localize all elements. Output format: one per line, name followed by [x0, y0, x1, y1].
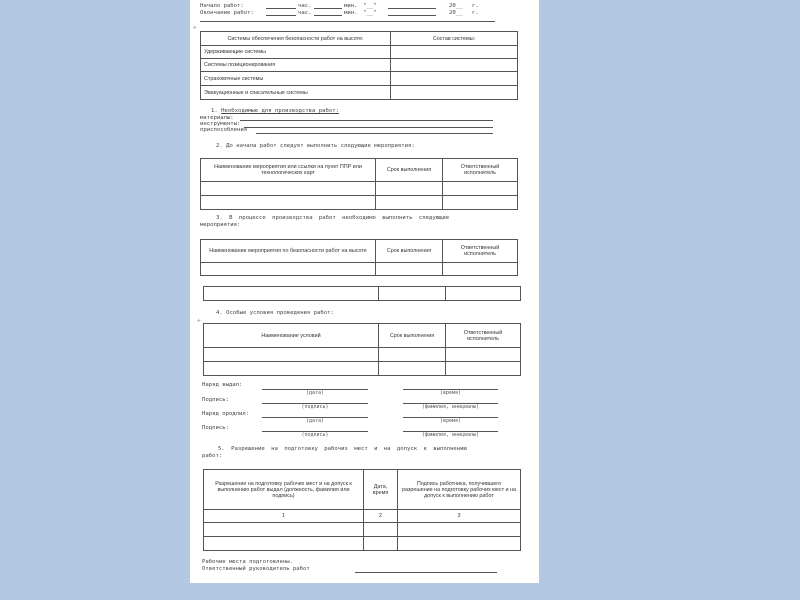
- table-move-handle-icon[interactable]: ✛: [197, 317, 201, 324]
- s4-cell[interactable]: [446, 348, 521, 362]
- table-move-handle-icon[interactable]: ✛: [193, 24, 197, 31]
- sign-caption: (подпись): [301, 432, 329, 438]
- section2-title: 2. До начала работ следует выполнить следующие мероприятия:: [216, 143, 415, 149]
- start-hour-label: час.: [298, 3, 312, 9]
- sign-caption: (подпись): [301, 404, 329, 410]
- s5-cell[interactable]: [364, 523, 398, 537]
- safety-row-label: Страховочные системы: [201, 72, 391, 86]
- section5-title-cont: работ:: [202, 453, 223, 459]
- section5-table: [203, 469, 521, 551]
- time-caption: (время): [439, 390, 462, 396]
- safety-row-value[interactable]: [391, 59, 518, 72]
- s4-col-name: Наименование условий: [204, 324, 379, 348]
- s3-col-responsible: Ответственный исполнитель: [443, 240, 518, 263]
- extended-label: Наряд продлил:: [202, 411, 250, 417]
- s2-col-name: Наименование мероприятия или ссылки на пункт ППР или технологических карт: [201, 159, 376, 182]
- s2-cell[interactable]: [376, 196, 443, 210]
- devices-label: приспособления: [200, 127, 248, 133]
- section5-title: 5. Разрешение на подготовку рабочих мест и на допуск к выполнению: [218, 446, 467, 452]
- name-caption: (фамилия, инициалы): [421, 432, 480, 438]
- start-min-line: [314, 8, 342, 9]
- end-min-line: [314, 15, 342, 16]
- document-page: [190, 0, 539, 583]
- section1-heading: [211, 108, 339, 114]
- end-day: "__": [363, 10, 377, 16]
- s3-cell[interactable]: [201, 263, 376, 276]
- start-year: 20__: [449, 3, 463, 9]
- s3-cell[interactable]: [376, 263, 443, 276]
- safety-row-label: Эвакуационные и спасательные системы: [201, 86, 391, 100]
- header-bottom-line: [200, 21, 495, 22]
- safety-row-value[interactable]: [391, 86, 518, 100]
- end-hour-label: час.: [298, 10, 312, 16]
- safety-col-composition: Состав системы:: [391, 32, 518, 46]
- section3-title: 3. В процессе производства работ необходимо выполнить следующие: [216, 215, 450, 221]
- extra-cell[interactable]: [379, 287, 446, 301]
- s5-cell[interactable]: [204, 523, 364, 537]
- s5-cell[interactable]: [364, 537, 398, 551]
- s5-col-worker: Подпись работника, получившего разрешение на подготовку рабочих мест и на допуск к выполнению работ: [398, 470, 521, 510]
- end-month-line: [388, 15, 436, 16]
- s3-cell[interactable]: [443, 263, 518, 276]
- section3-title-cont: мероприятия:: [200, 222, 241, 228]
- name-caption: (фамилия, инициалы): [421, 404, 480, 410]
- safety-row-value[interactable]: [391, 72, 518, 86]
- footer-prepared: Рабочие места подготовлены.: [202, 559, 293, 565]
- s5-col-datetime: Дата, время: [364, 470, 398, 510]
- s5-num: 3: [398, 510, 521, 523]
- s4-col-responsible: Ответственный исполнитель: [446, 324, 521, 348]
- s4-cell[interactable]: [204, 362, 379, 376]
- extra-cell[interactable]: [204, 287, 379, 301]
- start-day: "__": [363, 3, 377, 9]
- safety-systems-table: [200, 31, 518, 100]
- s2-col-deadline: Срок выполнения: [376, 159, 443, 182]
- section4-table: [203, 323, 521, 376]
- section1-number: 1.: [211, 108, 218, 114]
- end-min-label: мин.: [344, 10, 358, 16]
- s4-cell[interactable]: [204, 348, 379, 362]
- s5-cell[interactable]: [398, 537, 521, 551]
- section4-title: 4. Особые условия проведения работ:: [216, 310, 334, 316]
- devices-line[interactable]: [256, 133, 493, 134]
- section3-table: [200, 239, 518, 276]
- end-year-suffix: г.: [472, 10, 479, 16]
- s3-col-name: Наименование мероприятия по безопасности работ на высоте: [201, 240, 376, 263]
- section2-table: [200, 158, 518, 210]
- start-min-label: мин.: [344, 3, 358, 9]
- start-hour-line: [266, 8, 296, 9]
- s5-cell[interactable]: [204, 537, 364, 551]
- s2-cell[interactable]: [376, 182, 443, 196]
- s5-col-issuer: Разрешение на подготовку рабочих мест и на допуск к выполнению работ выдал (должность, фамилия или подпись): [204, 470, 364, 510]
- end-label: Окончание работ:: [200, 10, 254, 16]
- start-label: Начало работ:: [200, 3, 244, 9]
- issued-label: Наряд выдал:: [202, 382, 243, 388]
- end-year: 20__: [449, 10, 463, 16]
- signature-label: Подпись:: [202, 425, 229, 431]
- s4-cell[interactable]: [446, 362, 521, 376]
- s3-col-deadline: Срок выполнения: [376, 240, 443, 263]
- start-row: [200, 3, 244, 9]
- tools-line[interactable]: [244, 127, 493, 128]
- s5-cell[interactable]: [398, 523, 521, 537]
- s2-cell[interactable]: [443, 196, 518, 210]
- section1-title: Необходимые для производства работ:: [221, 108, 339, 114]
- date-caption: (дата): [305, 418, 325, 424]
- s5-num: 1: [204, 510, 364, 523]
- s4-col-deadline: Срок выполнения: [379, 324, 446, 348]
- footer-manager-line[interactable]: [355, 572, 497, 573]
- time-caption: (время): [439, 418, 462, 424]
- materials-line[interactable]: [240, 120, 493, 121]
- end-hour-line: [266, 15, 296, 16]
- safety-row-value[interactable]: [391, 46, 518, 59]
- s4-cell[interactable]: [379, 348, 446, 362]
- date-caption: (дата): [305, 390, 325, 396]
- s2-cell[interactable]: [201, 182, 376, 196]
- tools-label: инструменты:: [200, 121, 241, 127]
- s2-cell[interactable]: [201, 196, 376, 210]
- start-month-line: [388, 8, 436, 9]
- s5-num: 2: [364, 510, 398, 523]
- signature-label: Подпись:: [202, 397, 229, 403]
- s4-cell[interactable]: [379, 362, 446, 376]
- safety-row-label: Системы позиционирования: [201, 59, 391, 72]
- s2-cell[interactable]: [443, 182, 518, 196]
- materials-label: материалы:: [200, 115, 234, 121]
- extra-cell[interactable]: [446, 287, 521, 301]
- footer-manager: Ответственный руководитель работ: [202, 566, 310, 572]
- safety-row-label: Удерживающие системы: [201, 46, 391, 59]
- start-year-suffix: г.: [472, 3, 479, 9]
- safety-col-systems: Системы обеспечения безопасности работ на высоте:: [201, 32, 391, 46]
- extra-row-table: [203, 286, 521, 301]
- s2-col-responsible: Ответственный исполнитель: [443, 159, 518, 182]
